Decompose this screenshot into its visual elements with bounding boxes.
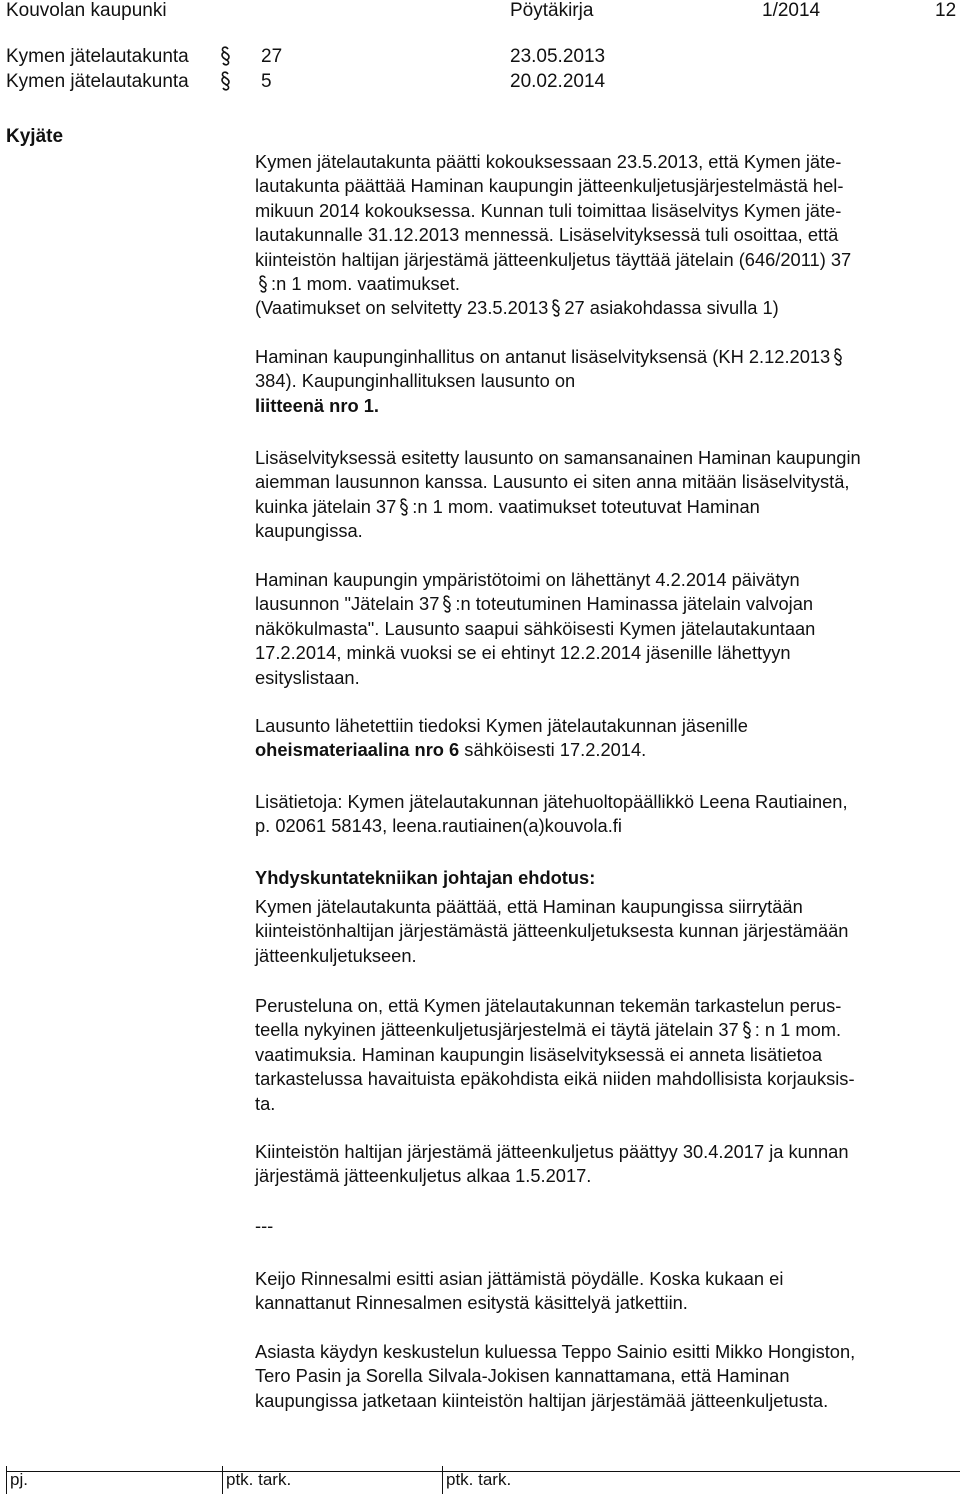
footer-divider bbox=[6, 1466, 7, 1494]
meeting-section-1: 27 bbox=[261, 46, 283, 67]
paragraph-3: Lisäselvityksessä esitetty lausunto on samansanainen Haminan kaupungin aiemman lausunnon kanssa. Lausunto ei siten anna mitään lisäselvitystä, kuinka jätelain 37 :n 1 mom. vaatimukset toteutuvat Haminan kaupungissa. bbox=[255, 447, 861, 542]
doc-number: 1/2014 bbox=[762, 0, 821, 21]
section-sign-icon bbox=[551, 299, 561, 317]
paragraph-8: Perusteluna on, että Kymen jätelautakunnan tekemän tarkastelun perus- teella nykyinen jätteenkuljetusjärjestelmä ei täytä jätelain 37 : n 1 mom. vaatimuksia. Haminan kaupungin lisäselvityksessä ei anneta lisätietoa tarkastelussa havaituista epäkohdista eikä niiden mahdollisista korjauksis- ta. bbox=[255, 995, 855, 1114]
footer-pj: pj. bbox=[10, 1470, 28, 1489]
paragraph-11: Asiasta käydyn keskustelun kuluessa Teppo Sainio esitti Mikko Hongiston, Tero Pasin ja Sorella Silvala-Jokisen kannattamana, että Haminan kaupungissa jatketaan kiinteistön haltijan järjestämää jätteenkuljetusta. bbox=[255, 1341, 856, 1411]
section-sign-icon bbox=[258, 275, 268, 293]
meeting-body-1: Kymen jätelautakunta bbox=[6, 46, 189, 67]
section-sign-icon bbox=[220, 46, 231, 72]
footer-divider bbox=[222, 1466, 223, 1494]
section-sign-icon bbox=[399, 498, 409, 516]
footer-ptk-2: ptk. tark. bbox=[446, 1470, 512, 1489]
org-name: Kouvolan kaupunki bbox=[6, 0, 167, 21]
meeting-date-1: 23.05.2013 bbox=[510, 46, 606, 67]
footer-divider bbox=[442, 1466, 443, 1494]
paragraph-10: Keijo Rinnesalmi esitti asian jättämistä pöydälle. Koska kukaan ei kannattanut Rinnesalmen esitystä käsittelyä jatkettiin. bbox=[255, 1268, 784, 1314]
footer-ptk-1: ptk. tark. bbox=[226, 1470, 292, 1489]
separator: --- bbox=[255, 1215, 274, 1236]
paragraph-9: Kiinteistön haltijan järjestämä jätteenkuljetus päättyy 30.4.2017 ja kunnan järjestämä jätteenkuljetus alkaa 1.5.2017. bbox=[255, 1141, 849, 1187]
paragraph-6: Lisätietoja: Kymen jätelautakunnan jätehuoltopäällikkö Leena Rautiainen, p. 02061 58143, leena.rautiainen(a)kouvola.fi bbox=[255, 791, 848, 837]
page-number: 12 bbox=[935, 0, 957, 21]
meeting-date-2: 20.02.2014 bbox=[510, 71, 606, 92]
paragraph-2: Haminan kaupunginhallitus on antanut lisäselvityksensä (KH 2.12.2013 384). Kaupunginhallituksen lausunto on liitteenä nro 1. bbox=[255, 345, 960, 418]
proposal-heading: Yhdyskuntatekniikan johtajan ehdotus: bbox=[255, 867, 596, 888]
section-sign-icon bbox=[833, 348, 843, 366]
section-sign-icon bbox=[742, 1021, 752, 1039]
paragraph-5: Lausunto lähetettiin tiedoksi Kymen jätelautakunnan jäsenille oheismateriaalina nro 6 sähköisesti 17.2.2014. bbox=[255, 715, 748, 761]
paragraph-1: Kymen jätelautakunta päätti kokouksessaan 23.5.2013, että Kymen jäte- lautakunta päättää Haminan kaupungin jätteenkuljetusjärjestelmästä hel- mikuun 2014 kokouksessa. Kunnan tuli toimittaa lisäselvitys Kymen jäte- lautakunnalle 31.12.2013 mennessä. Lisäselvityksessä tuli osoittaa, että kiinteistön haltijan järjestämä jätteenkuljetus täyttää jätelain (646/2011) 37 :n 1 mom. vaatimukset. (Vaatimukset on selvitetty 23.5.2013 27 asiakohdassa sivulla 1) bbox=[255, 151, 852, 319]
section-sign-icon bbox=[442, 595, 452, 613]
subject-heading: Kyjäte bbox=[6, 126, 64, 147]
meeting-section-2: 5 bbox=[261, 71, 272, 92]
paragraph-7: Kymen jätelautakunta päättää, että Haminan kaupungissa siirrytään kiinteistönhaltijan järjestämästä jätteenkuljetuksesta kunnan järjestämään jätteenkuljetukseen. bbox=[255, 896, 849, 966]
section-sign-icon bbox=[220, 71, 231, 97]
paragraph-4: Haminan kaupungin ympäristötoimi on lähettänyt 4.2.2014 päivätyn lausunnon "Jätelain 37 :n toteutuminen Haminassa jätelain valvojan näkökulmasta". Lausunto saapui sähköisesti Kymen jätelautakuntaan 17.2.2014, minkä vuoksi se ei ehtinyt 12.2.2014 jäsenille lähettyyn esityslistaan. bbox=[255, 569, 816, 688]
meeting-body-2: Kymen jätelautakunta bbox=[6, 71, 189, 92]
doc-type: Pöytäkirja bbox=[510, 0, 594, 21]
